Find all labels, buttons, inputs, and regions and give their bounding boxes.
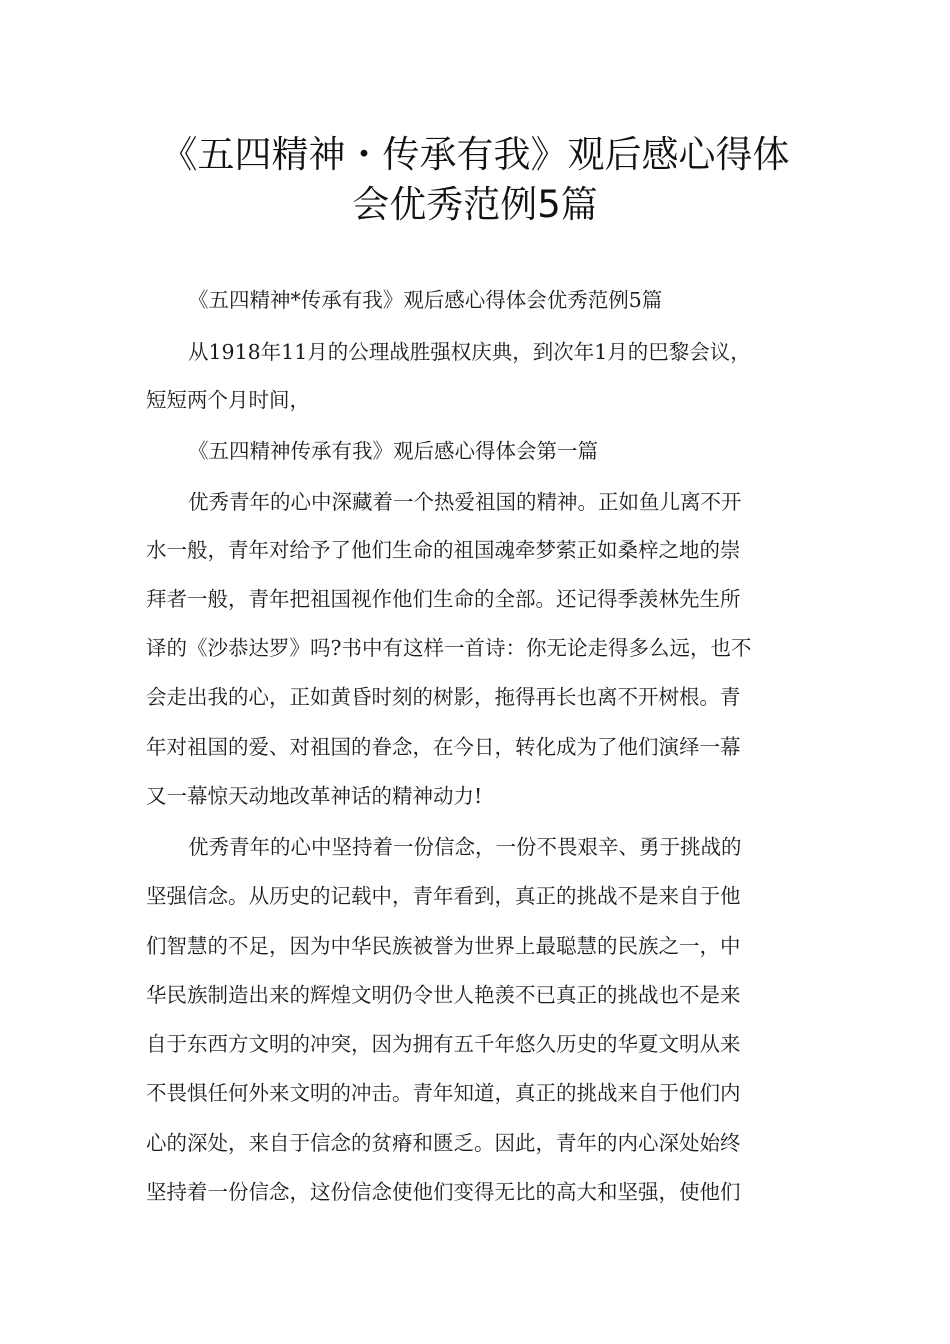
paragraph-line: 坚强信念。从历史的记载中，青年看到，真正的挑战不是来自于他	[146, 884, 741, 908]
paragraph-line: 会走出我的心，正如黄昏时刻的树影，拖得再长也离不开树根。青	[146, 685, 741, 709]
paragraph-line: 优秀青年的心中深藏着一个热爱祖国的精神。正如鱼儿离不开	[188, 490, 742, 514]
document-title-line-2: 会优秀范例5篇	[352, 183, 598, 226]
paragraph-line: 优秀青年的心中坚持着一份信念，一份不畏艰辛、勇于挑战的	[188, 835, 742, 859]
paragraph-line: 心的深处，来自于信念的贫瘠和匮乏。因此，青年的内心深处始终	[146, 1131, 741, 1155]
paragraph-line: 从1918年11月的公理战胜强权庆典，到次年1月的巴黎会议，	[188, 340, 751, 364]
paragraph-line: 拜者一般，青年把祖国视作他们生命的全部。还记得季羡林先生所	[146, 587, 741, 611]
paragraph-line: 们智慧的不足，因为中华民族被誉为世界上最聪慧的民族之一，中	[146, 934, 741, 958]
section-heading: 《五四精神传承有我》观后感心得体会第一篇	[188, 439, 598, 463]
paragraph-line: 自于东西方文明的冲突，因为拥有五千年悠久历史的华夏文明从来	[146, 1032, 741, 1056]
document-title-line-1: 《五四精神・传承有我》观后感心得体	[160, 133, 790, 176]
paragraph-line: 坚持着一份信念，这份信念使他们变得无比的高大和坚强，使他们	[146, 1180, 741, 1204]
paragraph-line: 华民族制造出来的辉煌文明仍令世人艳羡不已真正的挑战也不是来	[146, 983, 741, 1007]
paragraph-line: 译的《沙恭达罗》吗?书中有这样一首诗：你无论走得多么远，也不	[146, 636, 752, 660]
paragraph-line: 短短两个月时间，	[146, 388, 310, 412]
paragraph-line: 又一幕惊天动地改革神话的精神动力!	[146, 784, 483, 808]
paragraph-line: 《五四精神*传承有我》观后感心得体会优秀范例5篇	[188, 288, 663, 312]
paragraph-line: 水一般，青年对给予了他们生命的祖国魂牵梦萦正如桑梓之地的崇	[146, 538, 741, 562]
paragraph-line: 不畏惧任何外来文明的冲击。青年知道，真正的挑战来自于他们内	[146, 1081, 741, 1105]
paragraph-line: 年对祖国的爱、对祖国的眷念，在今日，转化成为了他们演绎一幕	[146, 735, 741, 759]
